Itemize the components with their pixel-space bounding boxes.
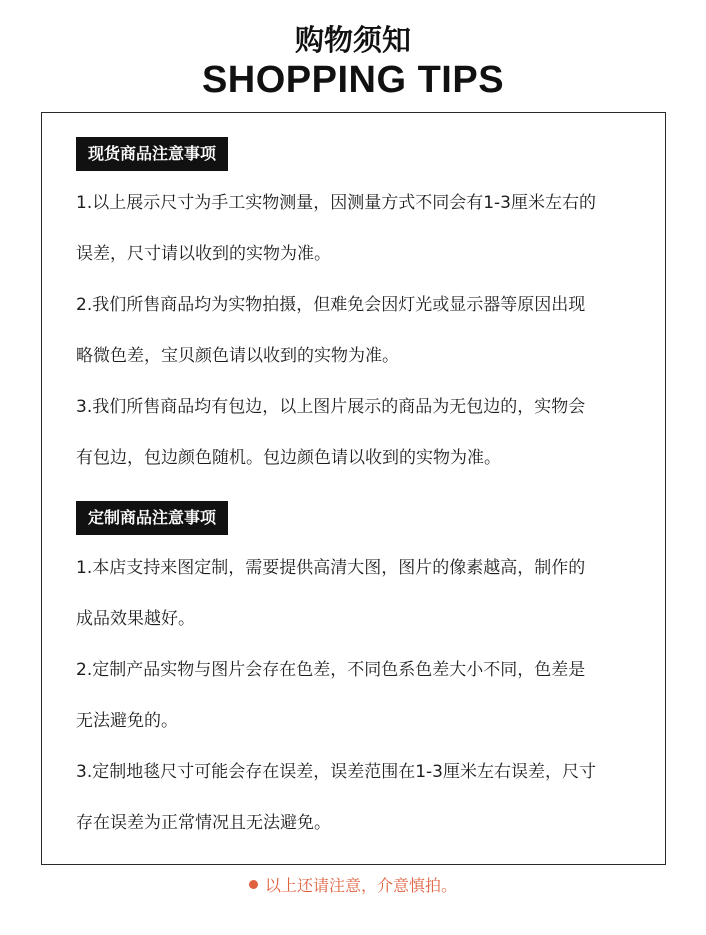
tip-line: 有包边，包边颜色随机。包边颜色请以收到的实物为准。 — [76, 448, 501, 468]
tip-line: 3.我们所售商品均有包边，以上图片展示的商品为无包边的，实物会 — [76, 397, 586, 417]
page-title-english: SHOPPING TIPS — [201, 59, 505, 101]
tip-line: 略微色差，宝贝颜色请以收到的实物为准。 — [76, 346, 399, 366]
footer-note — [0, 871, 706, 901]
tip-line: 1.本店支持来图定制，需要提供高清大图，图片的像素越高，制作的 — [76, 558, 586, 578]
tip-line: 存在误差为正常情况且无法避免。 — [76, 813, 331, 833]
tip-line: 3.定制地毯尺寸可能会存在误差，误差范围在1-3厘米左右误差，尺寸 — [76, 762, 596, 782]
tip-line: 成品效果越好。 — [76, 609, 195, 629]
page-title-chinese: 购物须知 — [294, 23, 411, 57]
tip-line: 1.以上展示尺寸为手工实物测量，因测量方式不同会有1-3厘米左右的 — [76, 193, 596, 213]
footer-note-text: 以上还请注意，介意慎拍。 — [264, 876, 457, 895]
tip-line: 无法避免的。 — [76, 711, 178, 731]
tip-line: 误差，尺寸请以收到的实物为准。 — [76, 244, 331, 264]
section-label-in-stock: 现货商品注意事项 — [76, 137, 228, 171]
tip-line: 2.定制产品实物与图片会存在色差，不同色系色差大小不同，色差是 — [76, 660, 586, 680]
tips-box — [41, 112, 666, 865]
section-label-custom: 定制商品注意事项 — [76, 501, 228, 535]
tip-line: 2.我们所售商品均为实物拍摄，但难免会因灯光或显示器等原因出现 — [76, 295, 586, 315]
bullet-dot-icon — [249, 880, 258, 889]
